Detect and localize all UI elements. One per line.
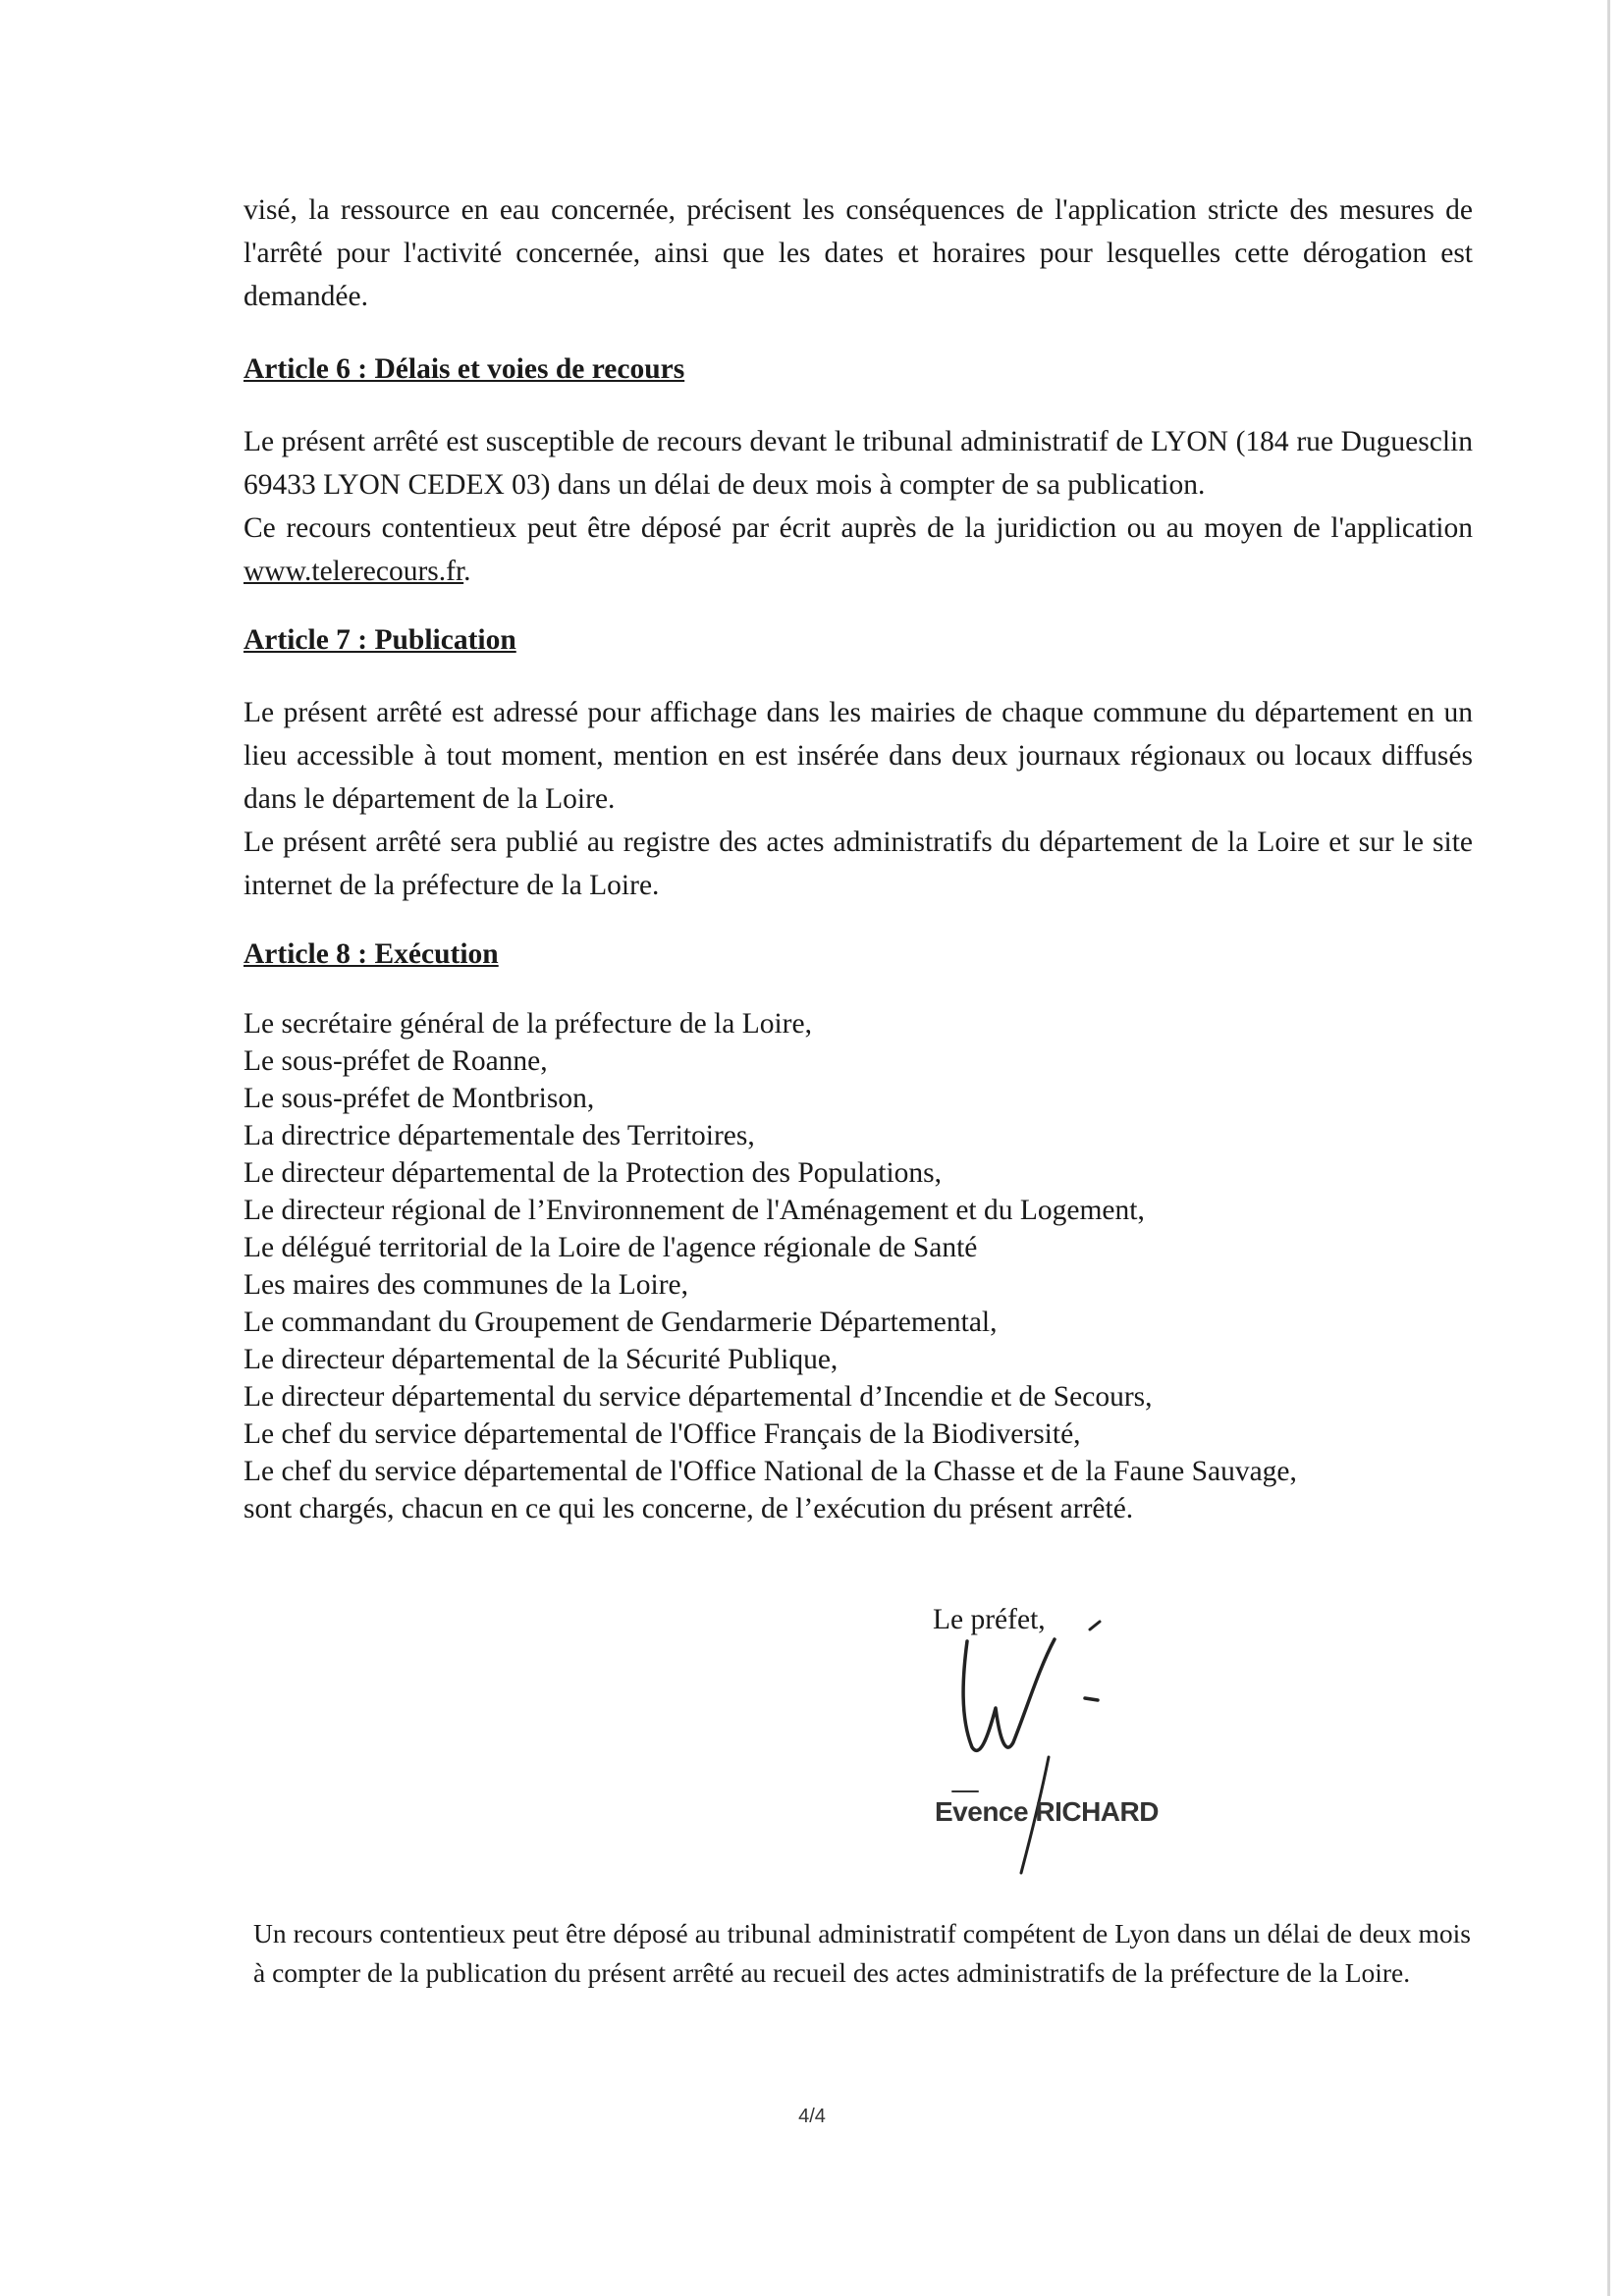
list-item: Le directeur régional de l’Environnement de l'Aménagement et du Logement,: [244, 1195, 1145, 1226]
page-number: 4/4: [798, 2106, 826, 2127]
article-7-heading: Article 7 : Publication: [244, 624, 516, 656]
signatory-name: Evence RICHARD: [935, 1796, 1159, 1827]
appeal-notice: Un recours contentieux peut être déposé au tribunal administratif compétent de Lyon dans un délai de deux mois à compter de la publication du présent arrêté au recueil des actes administratifs de la préfecture de la Loire.: [253, 1918, 1471, 1988]
article-7-paragraph-2: Le présent arrêté sera publié au registre des actes administratifs du département de la Loire et sur le site internet de la préfecture de la Loire.: [244, 827, 1473, 901]
article-7-paragraph-1: Le présent arrêté est adressé pour affichage dans les mairies de chaque commune du département en un lieu accessible à tout moment, mention en est insérée dans deux journaux régionaux ou locaux diffusés dans le département de la Loire.: [244, 697, 1473, 815]
article-6-paragraph-2: [244, 507, 1473, 593]
document-body: [244, 188, 1473, 1527]
list-item: Le chef du service départemental de l'Office Français de la Biodiversité,: [244, 1418, 1081, 1450]
article-6-heading: Article 6 : Délais et voies de recours: [244, 353, 685, 385]
intro-paragraph: visé, la ressource en eau concernée, précisent les conséquences de l'application stricte des mesures de l'arrêté pour l'activité concernée, ainsi que les dates et horaires pour lesquelles cette dérogation est demandée.: [244, 194, 1473, 312]
list-item: Le délégué territorial de la Loire de l'agence régionale de Santé: [244, 1232, 978, 1263]
list-item: Le directeur départemental de la Protection des Populations,: [244, 1157, 943, 1189]
signature-block: [933, 1600, 1247, 1885]
list-item: Le secrétaire général de la préfecture de la Loire,: [244, 1008, 812, 1040]
article-8-heading: Article 8 : Exécution: [244, 938, 499, 970]
telerecours-link[interactable]: www.telerecours.fr: [244, 556, 464, 587]
list-item: Les maires des communes de la Loire,: [244, 1269, 689, 1301]
article-6-paragraph-1: Le présent arrêté est susceptible de recours devant le tribunal administratif de LYON (184 rue Duguesclin 69433 LYON CEDEX 03) dans un délai de deux mois à compter de sa publication.: [244, 426, 1473, 501]
list-item: Le sous-préfet de Roanne,: [244, 1045, 548, 1077]
article-6-paragraph-2-text: Ce recours contentieux peut être déposé par écrit auprès de la juridiction ou au moyen de l'application: [244, 512, 1473, 544]
list-item: Le sous-préfet de Montbrison,: [244, 1083, 595, 1114]
list-item: Le commandant du Groupement de Gendarmerie Départemental,: [244, 1307, 998, 1338]
handwritten-signature: [933, 1600, 1247, 1885]
signatory-title: Le préfet,: [933, 1604, 1046, 1635]
list-item: sont chargés, chacun en ce qui les concerne, de l’exécution du présent arrêté.: [244, 1493, 1134, 1524]
list-item: Le directeur départemental de la Sécurité Publique,: [244, 1344, 839, 1375]
scan-edge: [1607, 0, 1610, 2296]
list-item: La directrice départementale des Territoires,: [244, 1120, 755, 1151]
article-6-paragraph-2-end: .: [463, 556, 471, 587]
list-item: Le chef du service départemental de l'Office National de la Chasse et de la Faune Sauvage,: [244, 1456, 1297, 1487]
execution-list: [244, 1005, 1473, 1527]
list-item: Le directeur départemental du service départemental d’Incendie et de Secours,: [244, 1381, 1153, 1413]
